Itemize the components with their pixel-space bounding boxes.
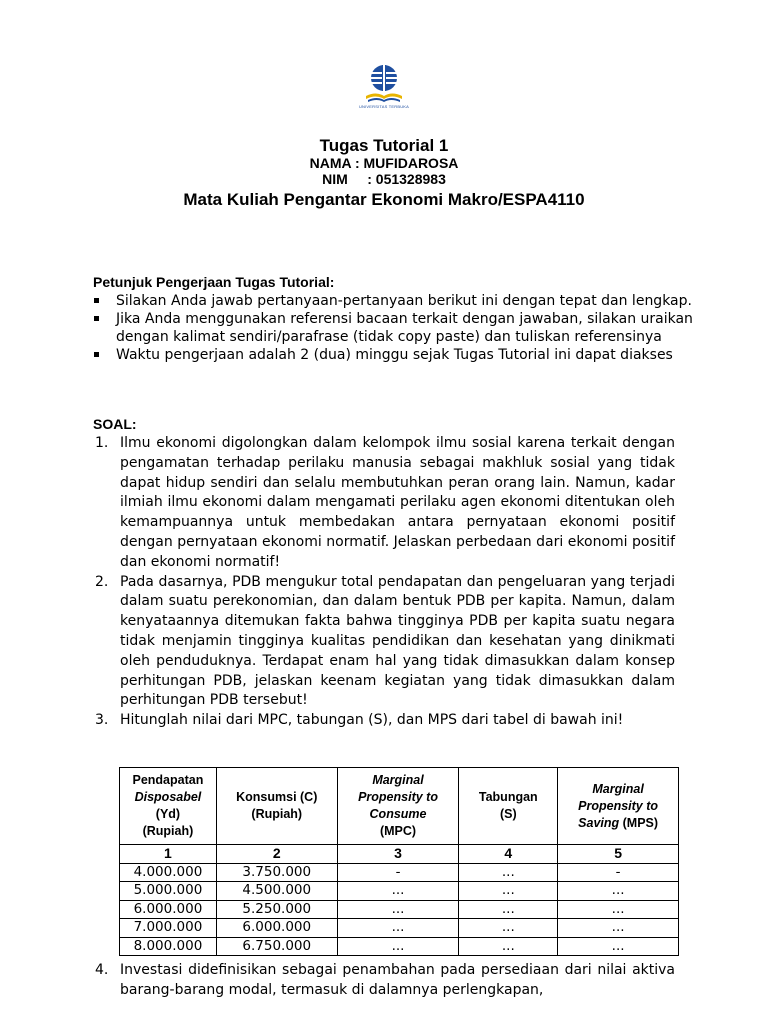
bullet-square-icon	[94, 298, 99, 303]
questions-list	[95, 434, 675, 731]
bullet-square-icon	[94, 352, 99, 357]
table-row: 4.000.000 3.750.000 - ... -	[120, 863, 679, 882]
header-consumption: Konsumsi (C) (Rupiah)	[216, 768, 337, 845]
student-nim: NIM : 051328983	[322, 171, 446, 187]
table-row: 7.000.000 6.000.000 ... ... ...	[120, 919, 679, 938]
header-disposable-income: Pendapatan Disposabel (Yd) (Rupiah)	[120, 768, 217, 845]
document-title: Tugas Tutorial 1	[319, 136, 449, 155]
instructions-list	[93, 292, 693, 364]
course-name: Mata Kuliah Pengantar Ekonomi Makro/ESPA4110	[183, 190, 585, 209]
table-row: 8.000.000 6.750.000 ... ... ...	[120, 937, 679, 956]
table-row: 5.000.000 4.500.000 ... ... ...	[120, 882, 679, 901]
table-index-row: 1 2 3 4 5	[120, 845, 679, 864]
header-savings: Tabungan (S)	[459, 768, 558, 845]
question-item: 3. Hitunglah nilai dari MPC, tabungan (S), dan MPS dari tabel di bawah ini!	[95, 712, 624, 729]
instruction-item: Waktu pengerjaan adalah 2 (dua) minggu sejak Tugas Tutorial ini dapat diakses	[93, 346, 693, 364]
question-item: 2. Pada dasarnya, PDB mengukur total pendapatan dan pengeluaran yang terjadi dalam suatu perekonomian, dan dalam bentuk PDB per kapita. Namun, dalam kenyataannya ditemukan fakta bahwa tingginya PDB per kapita suatu negara tidak menjamin tingginya kualitas pendidikan dan kesehatan yang dinikmati oleh penduduknya. Terdapat enam hal yang tidak dimasukkan dalam konsep perhitungan PDB, jelaskan keenam kegiatan yang tidak dimasukkan dalam perhitungan PDB tersebut!	[95, 573, 675, 709]
header-mps: Marginal Propensity to Saving (MPS)	[558, 768, 679, 845]
student-name: NAMA : MUFIDAROSA	[309, 155, 459, 171]
table-row: 6.000.000 5.250.000 ... ... ...	[120, 900, 679, 919]
table-header-row	[120, 768, 679, 845]
instruction-item: Jika Anda menggunakan referensi bacaan terkait dengan jawaban, silakan uraikan dengan kalimat sendiri/parafrase (tidak copy paste) dan tuliskan referensinya	[93, 310, 693, 346]
instructions-heading: Petunjuk Pengerjaan Tugas Tutorial:	[93, 274, 335, 290]
mpc-mps-table	[119, 767, 679, 956]
questions-heading: SOAL:	[93, 416, 137, 432]
question-item: 1. Ilmu ekonomi digolongkan dalam kelompok ilmu sosial karena terkait dengan pengamatan terhadap perilaku manusia sebagai makhluk sosial yang tidak dapat hidup sendiri dan selalu membutuhkan peran orang lain. Namun, kadar ilmiah ilmu ekonomi dalam mengamati perilaku agen ekonomi ditentukan oleh kemampuannya untuk membedakan antara pernyataan ekonomi positif dengan pernyataan ekonomi normatif. Jelaskan perbedaan dari ekonomi positif dan ekonomi normatif!	[95, 435, 675, 570]
header-mpc: Marginal Propensity to Consume (MPC)	[337, 768, 459, 845]
question-item: 4. Investasi didefinisikan sebagai penambahan pada persediaan dari nilai aktiva barang-barang modal, termasuk di dalamnya perlengkapan,	[95, 962, 675, 998]
questions-list-continued	[95, 961, 675, 1001]
logo-caption: UNIVERSITAS TERBUKA	[358, 104, 410, 109]
bullet-square-icon	[94, 316, 99, 321]
instruction-item: Silakan Anda jawab pertanyaan-pertanyaan berikut ini dengan tepat dan lengkap.	[93, 292, 693, 310]
